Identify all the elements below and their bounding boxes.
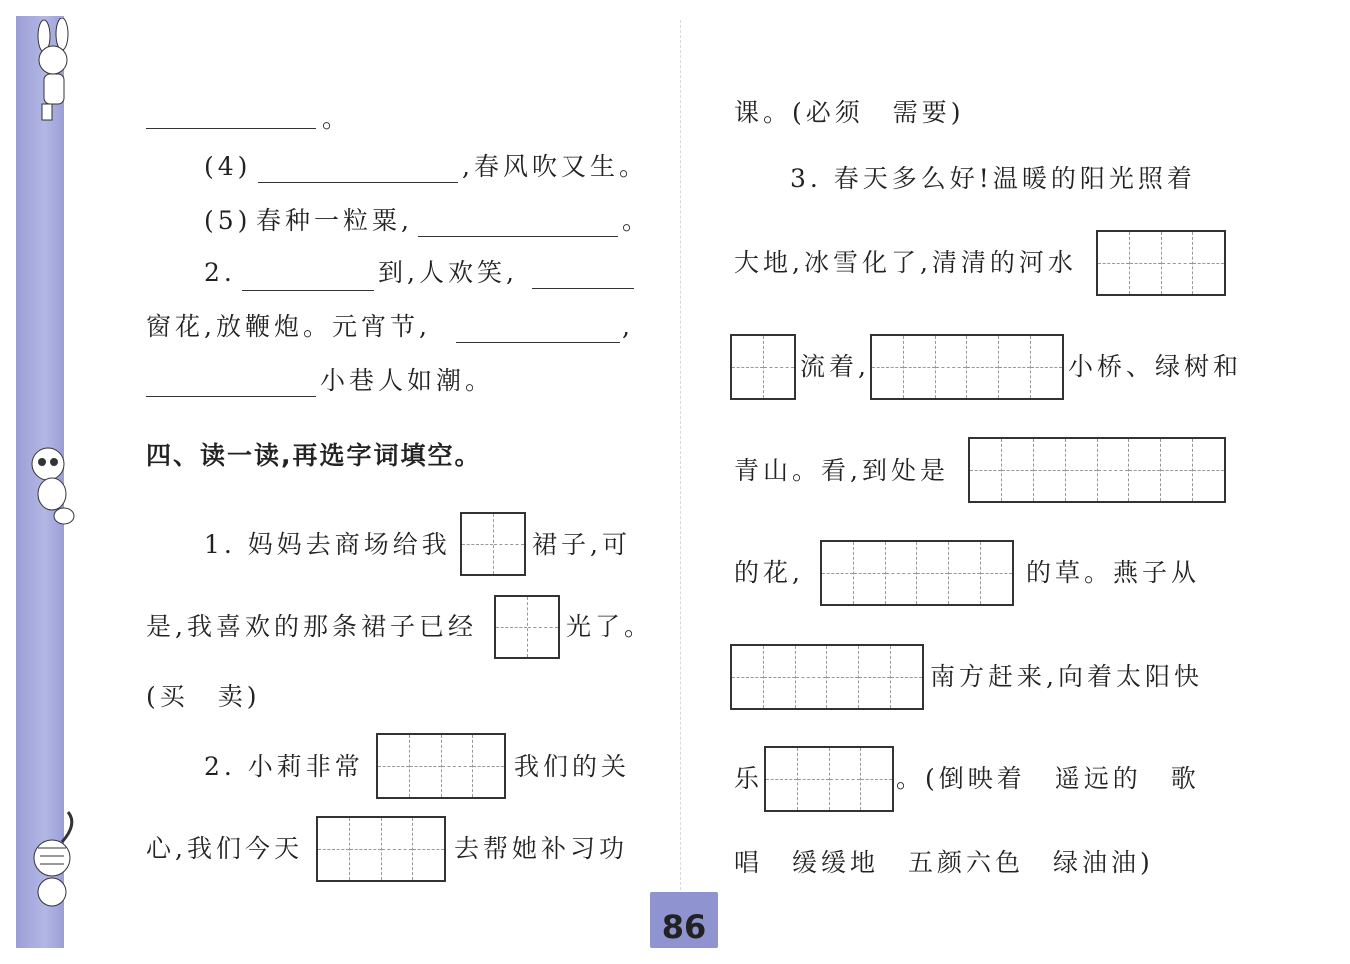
answer-blank[interactable] bbox=[146, 396, 316, 397]
question-text: 小巷人如潮。 bbox=[320, 366, 495, 395]
question-text: 去帮她补习功 bbox=[454, 834, 629, 863]
question-text: 大地,冰雪化了,清清的河水 bbox=[734, 248, 1077, 277]
punctuation: , bbox=[622, 312, 634, 341]
answer-blank[interactable] bbox=[456, 342, 620, 343]
word-options: 。(倒映着 遥远的 歌 bbox=[896, 764, 1200, 793]
char-box[interactable] bbox=[316, 816, 446, 882]
raccoon-mascot-icon bbox=[18, 438, 82, 528]
word-options: 唱 缓缓地 五颜六色 绿油油) bbox=[734, 848, 1154, 877]
char-box[interactable] bbox=[730, 334, 796, 400]
question-text: 的花, bbox=[734, 558, 804, 587]
char-box[interactable] bbox=[1096, 230, 1226, 296]
question-text: 南方赶来,向着太阳快 bbox=[930, 662, 1203, 691]
question-text: 小桥、绿树和 bbox=[1068, 352, 1243, 381]
page-number: 86 bbox=[650, 892, 718, 948]
question-text: 2. 小莉非常 bbox=[204, 752, 364, 781]
question-text: 1. 妈妈去商场给我 bbox=[204, 530, 451, 559]
question-text: 光了。 bbox=[566, 612, 654, 641]
question-text: 心,我们今天 bbox=[146, 834, 303, 863]
char-box[interactable] bbox=[376, 733, 506, 799]
char-box[interactable] bbox=[968, 437, 1226, 503]
question-text: 我们的关 bbox=[514, 752, 631, 781]
question-text: 乐 bbox=[734, 764, 764, 793]
answer-blank[interactable] bbox=[242, 290, 374, 291]
page-divider bbox=[680, 20, 682, 900]
answer-blank[interactable] bbox=[258, 182, 458, 183]
line-end: 。 bbox=[622, 206, 652, 235]
question-text: 是,我喜欢的那条裙子已经 bbox=[146, 612, 477, 641]
answer-blank[interactable] bbox=[418, 236, 618, 237]
question-text: 窗花,放鞭炮。元宵节, bbox=[146, 312, 431, 341]
item-number: (4) bbox=[204, 152, 252, 181]
question-text: 课。(必须 需要) bbox=[734, 98, 965, 127]
word-options: (买 卖) bbox=[146, 682, 261, 711]
rabbit-mascot-icon bbox=[20, 18, 84, 128]
question-number: 2. bbox=[204, 258, 236, 287]
question-text: 裙子,可 bbox=[532, 530, 631, 559]
question-text: 3. 春天多么好!温暖的阳光照着 bbox=[790, 164, 1196, 193]
answer-blank[interactable] bbox=[146, 128, 316, 129]
section-title: 四、读一读,再选字词填空。 bbox=[146, 441, 482, 470]
item-text: 春种一粒粟, bbox=[256, 206, 413, 235]
tiger-mascot-icon bbox=[18, 804, 82, 914]
char-box[interactable] bbox=[820, 540, 1014, 606]
item-text: ,春风吹又生。 bbox=[462, 152, 648, 181]
question-text: 到,人欢笑, bbox=[378, 258, 518, 287]
char-box[interactable] bbox=[494, 595, 560, 659]
char-box[interactable] bbox=[460, 512, 526, 576]
question-text: 流着, bbox=[800, 352, 870, 381]
item-number: (5) bbox=[204, 206, 252, 235]
question-text: 的草。燕子从 bbox=[1026, 558, 1201, 587]
question-text: 青山。看,到处是 bbox=[734, 456, 949, 485]
char-box[interactable] bbox=[764, 746, 894, 812]
line-end: 。 bbox=[322, 104, 352, 133]
char-box[interactable] bbox=[870, 334, 1064, 400]
answer-blank[interactable] bbox=[532, 288, 634, 289]
char-box[interactable] bbox=[730, 644, 924, 710]
